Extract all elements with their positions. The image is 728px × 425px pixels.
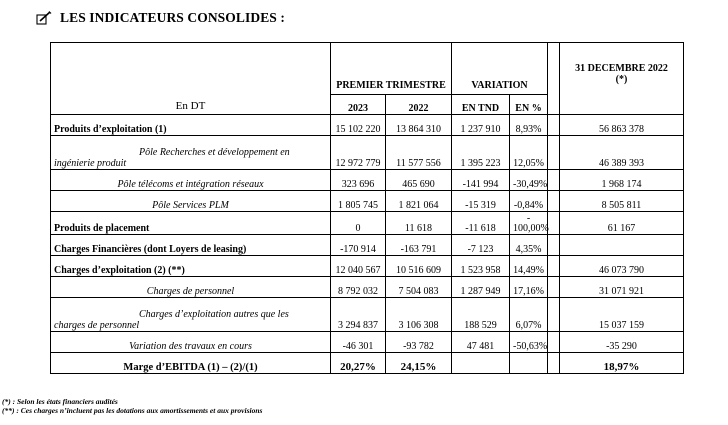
variation-tnd: 47 481: [452, 332, 510, 353]
value-2023: 323 696: [331, 170, 386, 191]
variation-pct: -50,63%: [510, 332, 548, 353]
decembre-note: (*): [615, 74, 628, 85]
value-2022: -93 782: [386, 332, 452, 353]
variation-tnd: 1 523 958: [452, 256, 510, 277]
variation-tnd: -7 123: [452, 235, 510, 256]
section-header: [36, 8, 285, 28]
en-tnd-header: EN TND: [452, 95, 510, 115]
premier-trimestre-header: PREMIER TRIMESTRE: [331, 43, 452, 95]
value-dec-2022: 31 071 921: [560, 277, 684, 298]
variation-pct: 4,35%: [510, 235, 548, 256]
variation-tnd: -141 994: [452, 170, 510, 191]
spacer: [548, 332, 560, 353]
variation-tnd: 1 237 910: [452, 115, 510, 136]
value-2022: 13 864 310: [386, 115, 452, 136]
variation-tnd: 188 529: [452, 298, 510, 332]
row-label: [51, 298, 331, 332]
row-label: [51, 136, 331, 170]
row-label: Charges d’exploitation (2) (**): [51, 256, 331, 277]
spacer: [548, 277, 560, 298]
row-label-line2: charges de personnel: [54, 320, 140, 331]
variation-pct: -30,49%: [510, 170, 548, 191]
variation-tnd: 1 287 949: [452, 277, 510, 298]
value-2022: 1 821 064: [386, 191, 452, 212]
value-dec-2022: 8 505 811: [560, 191, 684, 212]
value-2023: 8 792 032: [331, 277, 386, 298]
value-2023: 0: [331, 212, 386, 235]
value-dec-2022: -35 290: [560, 332, 684, 353]
pen-checkbox-icon: [36, 11, 52, 25]
value-dec-2022: 18,97%: [560, 353, 684, 374]
section-title: LES INDICATEURS CONSOLIDES :: [60, 10, 285, 25]
spacer: [548, 212, 560, 235]
year-2022-header: 2022: [386, 95, 452, 115]
variation-pct: [510, 353, 548, 374]
value-2023: -170 914: [331, 235, 386, 256]
row-label: Charges Financières (dont Loyers de leasing): [51, 235, 331, 256]
spacer: [548, 298, 560, 332]
header-row-top: [51, 43, 684, 95]
spacer: [548, 170, 560, 191]
value-2023: 3 294 837: [331, 298, 386, 332]
row-label: Produits de placement: [51, 212, 331, 235]
spacer: [548, 191, 560, 212]
table-row: [51, 353, 684, 374]
indicators-table: [50, 42, 684, 374]
value-2023: 1 805 745: [331, 191, 386, 212]
value-2023: 12 040 567: [331, 256, 386, 277]
table-row: [51, 136, 684, 170]
spacer: [548, 43, 560, 115]
table-row: [51, 332, 684, 353]
table-row: [51, 256, 684, 277]
value-2023: 15 102 220: [331, 115, 386, 136]
variation-pct: 12,05%: [510, 136, 548, 170]
table-row: [51, 115, 684, 136]
row-label: Variation des travaux en cours: [51, 332, 331, 353]
variation-tnd: -15 319: [452, 191, 510, 212]
footnote: (**) : Ces charges n’incluent pas les dotations aux amortissements et aux provisions: [2, 406, 263, 415]
value-dec-2022: [560, 235, 684, 256]
variation-tnd: [452, 353, 510, 374]
unit-label: En DT: [51, 43, 331, 115]
value-dec-2022: 46 073 790: [560, 256, 684, 277]
row-label: Charges de personnel: [51, 277, 331, 298]
value-2022: 465 690: [386, 170, 452, 191]
row-label: Pôle Services PLM: [51, 191, 331, 212]
decembre-header: [560, 43, 684, 115]
table-row: [51, 277, 684, 298]
row-label-line2: ingénierie produit: [54, 158, 127, 169]
value-dec-2022: 56 863 378: [560, 115, 684, 136]
value-2022: -163 791: [386, 235, 452, 256]
table-row: [51, 212, 684, 235]
variation-pct: 17,16%: [510, 277, 548, 298]
variation-pct-value: 100,00%: [513, 223, 549, 234]
table-row: [51, 298, 684, 332]
variation-pct: [510, 212, 548, 235]
table-row: [51, 170, 684, 191]
variation-pct: 14,49%: [510, 256, 548, 277]
spacer: [548, 256, 560, 277]
variation-pct: -0,84%: [510, 191, 548, 212]
row-label-line1: Pôle Recherches et développement en: [139, 147, 290, 158]
spacer: [548, 136, 560, 170]
variation-pct: 8,93%: [510, 115, 548, 136]
en-pct-header: EN %: [510, 95, 548, 115]
value-2022: 11 618: [386, 212, 452, 235]
table-row: [51, 191, 684, 212]
value-dec-2022: 15 037 159: [560, 298, 684, 332]
value-2022: 3 106 308: [386, 298, 452, 332]
value-2023: -46 301: [331, 332, 386, 353]
value-2022: 10 516 609: [386, 256, 452, 277]
year-2023-header: 2023: [331, 95, 386, 115]
row-label: Produits d’exploitation (1): [51, 115, 331, 136]
row-label: Marge d’EBITDA (1) – (2)/(1): [51, 353, 331, 374]
decembre-title: 31 DECEMBRE 2022: [575, 63, 668, 74]
variation-pct: 6,07%: [510, 298, 548, 332]
variation-tnd: -11 618: [452, 212, 510, 235]
spacer: [548, 235, 560, 256]
value-2022: 11 577 556: [386, 136, 452, 170]
variation-pct-sign: -: [526, 213, 531, 224]
value-2023: 20,27%: [331, 353, 386, 374]
value-2023: 12 972 779: [331, 136, 386, 170]
value-2022: 24,15%: [386, 353, 452, 374]
value-dec-2022: 61 167: [560, 212, 684, 235]
variation-header: VARIATION: [452, 43, 548, 95]
table-row: [51, 235, 684, 256]
spacer: [548, 115, 560, 136]
footnote: (*) : Selon les états financiers audités: [2, 397, 118, 406]
value-dec-2022: 1 968 174: [560, 170, 684, 191]
row-label-line1: Charges d’exploitation autres que les: [139, 309, 289, 320]
spacer: [548, 353, 560, 374]
row-label: Pôle télécoms et intégration réseaux: [51, 170, 331, 191]
footnotes: [2, 397, 262, 415]
value-2022: 7 504 083: [386, 277, 452, 298]
value-dec-2022: 46 389 393: [560, 136, 684, 170]
variation-tnd: 1 395 223: [452, 136, 510, 170]
